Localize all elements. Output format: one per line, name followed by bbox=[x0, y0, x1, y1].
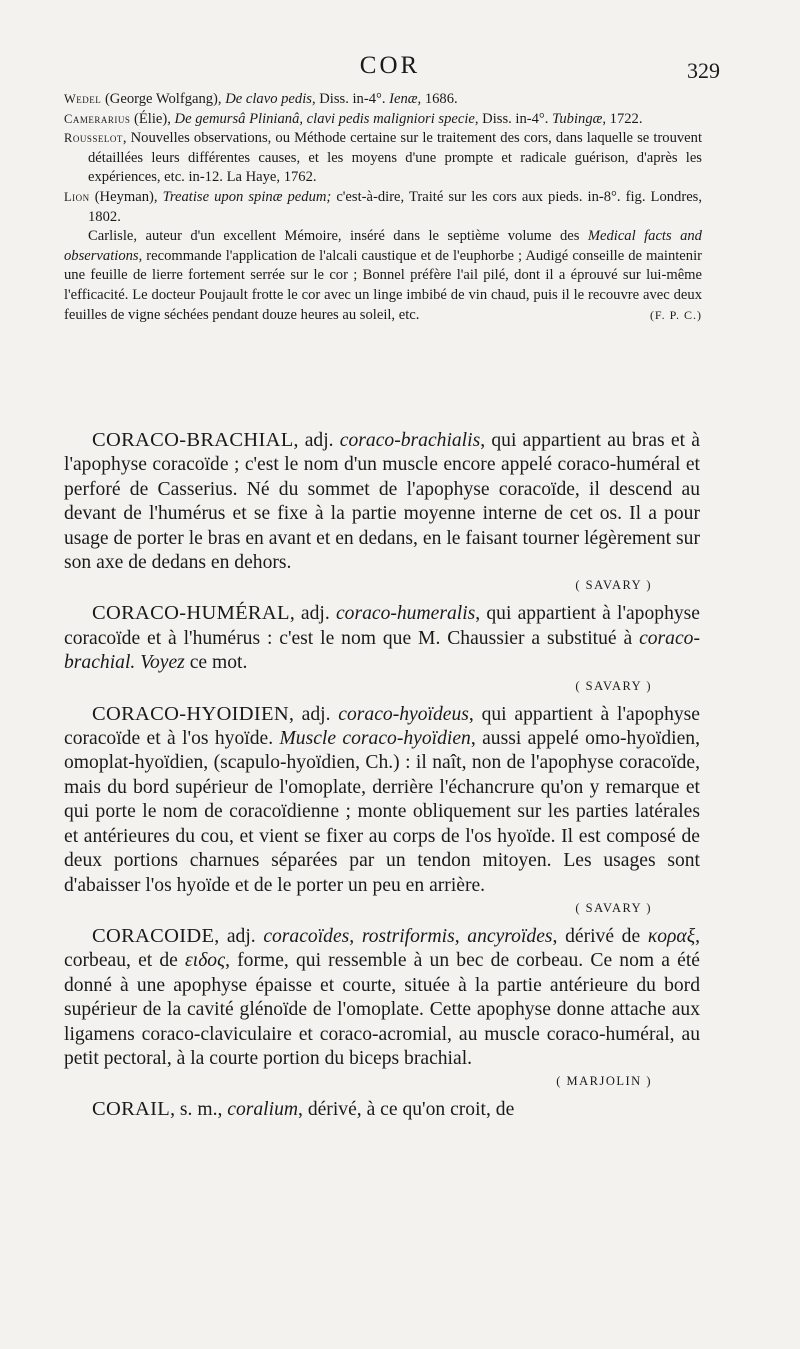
author-signature: ( SAVARY ) bbox=[575, 678, 652, 693]
ref-author: Wedel bbox=[64, 92, 102, 106]
headword: CORACOIDE bbox=[92, 924, 215, 947]
author-signature: ( SAVARY ) bbox=[575, 900, 652, 915]
headword: CORACO-BRACHIAL bbox=[92, 429, 294, 451]
latin-term: coralium bbox=[227, 1099, 299, 1121]
latin-term: coraco-brachialis bbox=[339, 430, 481, 451]
ref-title: De gemursâ Plinianâ, clavi pedis maligniori specie bbox=[174, 110, 475, 127]
entry-body bbox=[64, 924, 700, 1071]
entry-coraco-humeral bbox=[64, 601, 700, 695]
greek-term: κοραξ bbox=[647, 925, 696, 947]
latin-term: coraco-hyoïdeus bbox=[338, 703, 469, 725]
bibliography-entry bbox=[64, 129, 702, 188]
headword: CORAIL bbox=[92, 1098, 171, 1121]
note-title: Medical facts and observations bbox=[64, 228, 702, 264]
part-of-speech: , adj. bbox=[293, 430, 340, 451]
definition: , qui appartient au bras et à l'apophyse coracoïde ; c'est le nom d'un muscle encore appelé coraco-huméral et perforé de Casserius. Né du sommet de l'apophyse coracoïde, il descend au devant de l'humérus et se fixe à la partie moyenne interne de cet os. Il a pour usage de porter le bras en avant et en dedans, en le faisant tourner légèrement sur son axe de dedans en dehors. bbox=[64, 430, 700, 574]
bibliography-entry bbox=[64, 110, 702, 130]
definition-mid: , corbeau, et de bbox=[64, 925, 701, 972]
ref-detail: , Diss. in-4°. bbox=[311, 91, 390, 107]
ref-author: Rousselot bbox=[64, 131, 123, 146]
dictionary-entries bbox=[64, 428, 700, 1129]
ref-author: Lion bbox=[64, 189, 90, 204]
headword: CORACO-HUMÉRAL bbox=[92, 602, 290, 625]
ref-author-detail: , bbox=[122, 130, 131, 147]
entry-body bbox=[64, 1097, 700, 1122]
ref-detail: Nouvelles observations, ou Méthode certaine sur le traitement des cors, dans laquelle se trouvent détaillées leurs différentes causes, et les moyens d'une prompte et radicale guérison, d'après les expériences, etc. in-12. La Haye, 1762. bbox=[88, 130, 702, 186]
bibliography bbox=[64, 90, 702, 325]
ref-title: De clavo pedis bbox=[225, 91, 312, 107]
note-signature: (F. P. C.) bbox=[649, 307, 702, 322]
author-signature: ( SAVARY ) bbox=[575, 578, 652, 593]
latin-term: coraco-humeralis bbox=[335, 603, 476, 625]
latin-term: coracoïdes, rostriformis, ancyroïdes bbox=[263, 925, 553, 947]
ref-detail: , Diss. in-4°. bbox=[474, 110, 553, 127]
headword: CORACO-HYOIDIEN bbox=[92, 702, 289, 725]
entry-coracoide bbox=[64, 924, 700, 1091]
italic-term: Muscle coraco-hyoïdien bbox=[279, 728, 471, 750]
definition: , dérivé, à ce qu'on croit, de bbox=[298, 1099, 515, 1121]
ref-year: , 1722. bbox=[602, 110, 643, 127]
entry-body bbox=[64, 702, 700, 898]
entry-coraco-brachial bbox=[64, 428, 700, 595]
entry-body bbox=[64, 601, 700, 675]
definition-rest: ce mot. bbox=[184, 652, 248, 674]
ref-author-detail: (Heyman), bbox=[89, 188, 163, 205]
author-signature: ( MARJOLIN ) bbox=[556, 1074, 652, 1089]
ref-author: Camerarius bbox=[64, 111, 131, 126]
bibliography-entry bbox=[64, 188, 702, 227]
ref-detail: c'est-à-dire, Traité sur les cors aux pieds. in-8°. fig. Londres, 1802. bbox=[88, 188, 702, 225]
running-head: COR bbox=[359, 52, 421, 79]
cross-reference: coraco-brachial. Voyez bbox=[64, 627, 700, 674]
ref-author-detail: (George Wolfgang), bbox=[101, 91, 226, 107]
definition: , qui appartient à l'apophyse coracoïde et à l'os hyoïde. bbox=[64, 703, 701, 750]
page-number: 329 bbox=[687, 58, 720, 83]
ref-place: Tubingæ bbox=[552, 110, 603, 127]
definition: , qui appartient à l'apophyse coracoïde et à l'humérus : c'est le nom que M. Chaussier a substitué à bbox=[64, 603, 700, 649]
entry-corail bbox=[64, 1097, 700, 1122]
ref-place: Ienæ bbox=[389, 91, 418, 107]
ref-author-detail: (Élie), bbox=[130, 110, 175, 127]
greek-term: ειδος bbox=[185, 950, 226, 972]
part-of-speech: , adj. bbox=[289, 603, 336, 625]
page-header bbox=[60, 52, 720, 86]
definition-rest: , forme, qui ressemble à un bec de corbeau. Ce nom a été donné à une apophyse épaisse et courte, située à la partie antérieure du bord supérieur de la cavité glénoïde de l'omoplate. Cette apophyse donne attache aux ligamens coraco-claviculaire et coraco-acromial, au muscle coraco-huméral, au petit pectoral, à la courte portion du biceps brachial. bbox=[64, 950, 700, 1069]
part-of-speech: , adj. bbox=[288, 703, 339, 725]
part-of-speech: , s. m., bbox=[170, 1099, 228, 1121]
part-of-speech: , adj. bbox=[214, 925, 264, 947]
note-text-rest: , recommande l'application de l'alcali caustique et de l'euphorbe ; Audigé conseille de maintenir une feuille de lierre fortement serrée sur le cor ; Bonnel préfère l'ail pilé, dont il a éprouvé sur lui-même l'efficacité. Le docteur Poujault frotte le cor avec un linge imbibé de vin chaud, puis il le recouvre avec deux feuilles de vigne séchées pendant douze heures au soleil, etc. bbox=[64, 247, 702, 323]
entry-body bbox=[64, 428, 700, 575]
ref-year: , 1686. bbox=[417, 91, 458, 107]
note-text: Carlisle, auteur d'un excellent Mémoire, inséré dans le septième volume des bbox=[88, 228, 588, 245]
definition-rest: , aussi appelé omo-hyoïdien, omoplat-hyoïdien, (scapulo-hyoïdien, Ch.) : il naît, non de l'apophyse coracoïde, mais du bord supérieur de l'omoplate, derrière l'échancrure qu'on y remarque et qui porte le nom de coracoïdienne ; monte obliquement sur les parties latérales et antérieures du cou, et vient se fixer au corps de l'os hyoïde. Il est composé de deux portions charnues séparées par un tendon mitoyen. Les usages sont d'abaisser l'os hyoïde et de le porter un peu en arrière. bbox=[64, 728, 700, 896]
definition: , dérivé de bbox=[552, 925, 648, 947]
ref-title: Treatise upon spinæ pedum; bbox=[162, 188, 332, 205]
entry-coraco-hyoidien bbox=[64, 702, 700, 918]
bibliography-entry bbox=[64, 90, 702, 110]
